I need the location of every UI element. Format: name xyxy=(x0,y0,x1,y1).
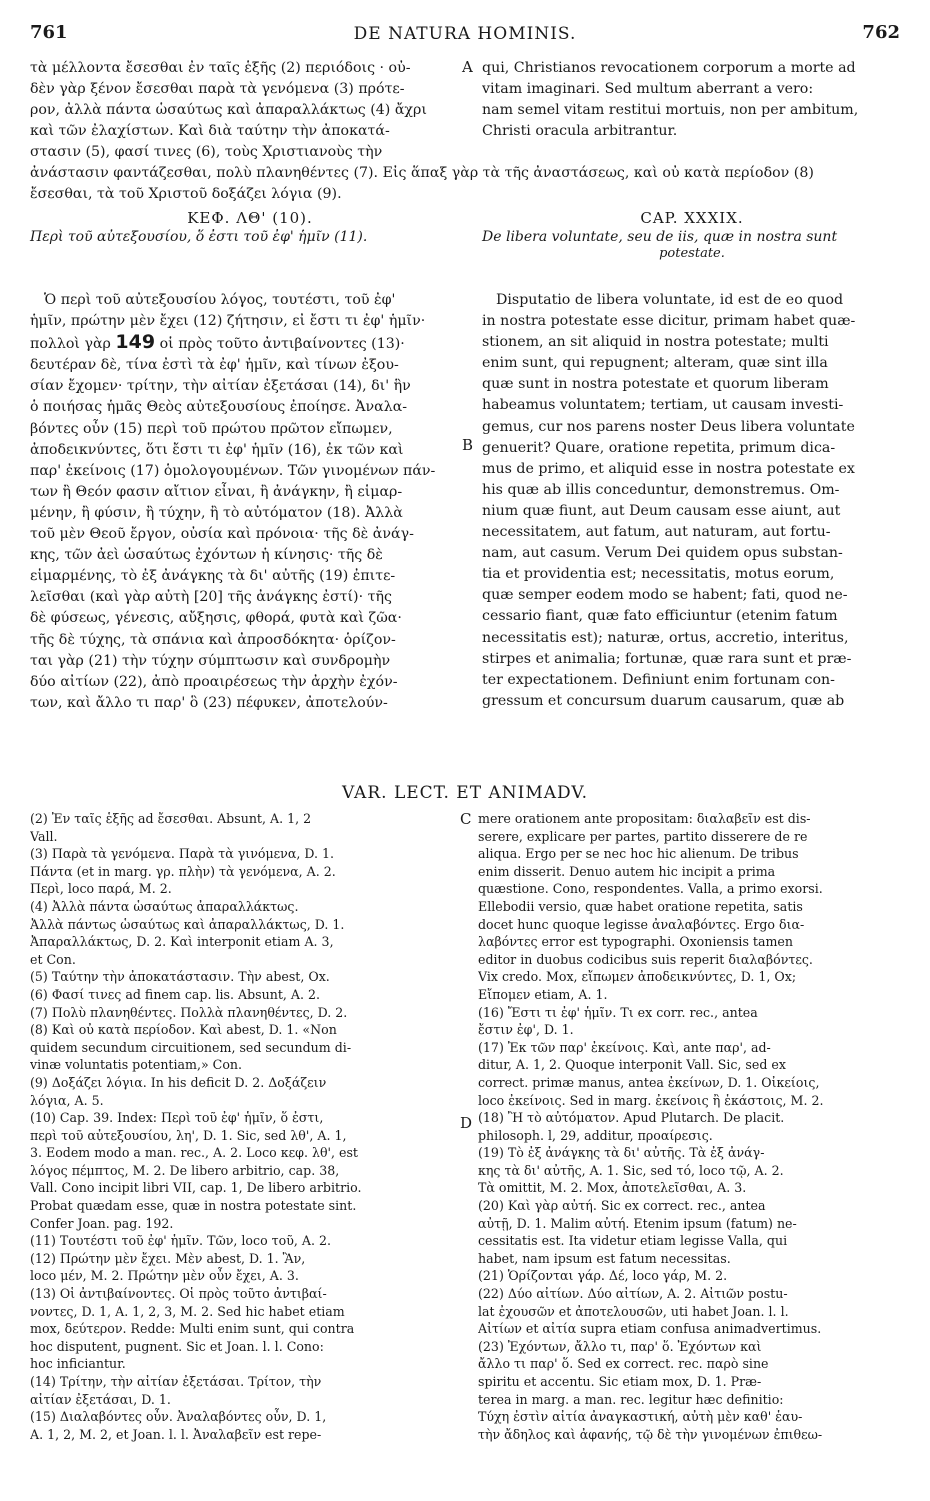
latin-line: Disputatio de libera voluntate, id est de eo quod xyxy=(496,292,844,308)
page-number-left: 761 xyxy=(30,22,68,43)
note-line: (19) Τὸ ἐξ ἀνάγκης τὰ δι' αὐτῆς. Τὰ ἐξ ἀνάγ- xyxy=(478,1145,765,1161)
greek-column-top xyxy=(30,58,460,163)
note-line: λόγος πέμπτος, M. 2. De libero arbitrio, cap. 38, xyxy=(30,1162,340,1178)
greek-line: κης, τῶν ἀεὶ ὡσαύτως ἐχόντων ἡ κίνησις· τῆς δὲ xyxy=(30,547,383,564)
note-line: Probat quædam esse, quæ in nostra potestate sint. xyxy=(30,1198,357,1214)
margin-letter-c: C xyxy=(460,810,472,828)
note-line: τὴν ἄδηλος καὶ ἀφανής, τῷ δὲ τὴν γινομένων ἐπιθεω- xyxy=(478,1426,823,1442)
note-line: Τὰ omittit, M. 2. Mox, ἀποτελεῖσθαι, A. 3. xyxy=(478,1180,747,1196)
note-line: (3) Παρὰ τὰ γενόμενα. Παρὰ τὰ γινόμενα, D. 1. xyxy=(30,846,335,862)
note-line: νοντες, D. 1, A. 1, 2, 3, M. 2. Sed hic habet etiam xyxy=(30,1303,345,1319)
note-line: 3. Eodem modo a man. rec., A. 2. Loco κεφ. λθ', est xyxy=(30,1145,358,1161)
greek-line: ρον, ἀλλὰ πάντα ὡσαύτως καὶ ἀπαραλλάκτως (4) ἄχρι xyxy=(30,102,427,119)
greek-line: ἀποδεικνύντες, ὅτι ἔστι τι ἐφ' ἡμῖν (16), ἐκ τῶν καὶ xyxy=(30,441,404,458)
note-line: (11) Τουτέστι τοῦ ἐφ' ἡμῖν. Τῶν, loco τοῦ, A. 2. xyxy=(30,1233,331,1249)
note-line: (23) Ἐχόντων, ἄλλο τι, παρ' ὅ. Ἐχόντων καὶ xyxy=(478,1338,762,1354)
note-line: (10) Cap. 39. Index: Περὶ τοῦ ἐφ' ἡμῖν, ὅ ἐστι, xyxy=(30,1110,324,1126)
latin-chapter-title: De libera voluntate, seu de iis, quæ in nostra sunt xyxy=(482,229,838,245)
latin-line: nium quæ fiunt, aut Deum causam esse aiunt, aut xyxy=(482,502,841,519)
note-line: Confer Joan. pag. 192. xyxy=(30,1215,174,1231)
latin-line: quæ semper eodem modo se habent; fati, quod ne- xyxy=(482,587,848,604)
latin-chapter-number: CAP. XXXIX. xyxy=(640,209,744,227)
note-line: spiritu et accentu. Sic etiam mox, D. 1. Præ- xyxy=(478,1374,762,1389)
note-line: αὐτῇ, D. 1. Malim αὐτή. Etenim ipsum (fatum) ne- xyxy=(478,1215,797,1231)
note-line: περὶ τοῦ αὐτεξουσίου, λη', D. 1. Sic, sed λθ', A. 1, xyxy=(30,1127,347,1143)
note-line: (18) Ἢ τὸ αὐτόματον. Apud Plutarch. De placit. xyxy=(478,1110,785,1126)
latin-line: tia et providentia est; necessitatis, motus eorum, xyxy=(482,566,835,583)
note-line: (12) Πρώτην μὲν ἔχει. Μὲν abest, D. 1. Ἂν, xyxy=(30,1250,306,1266)
note-line: hoc inficiantur. xyxy=(30,1356,126,1372)
greek-line: δὲν γὰρ ξένον ἔσεσθαι παρὰ τὰ γενόμενα (3) πρότε- xyxy=(30,81,405,98)
note-line: (14) Τρίτην, τὴν αἰτίαν ἐξετάσαι. Τρίτον, τὴν xyxy=(30,1374,322,1389)
note-line: (8) Καὶ οὐ κατὰ περίοδον. Καὶ abest, D. 1. «Non xyxy=(30,1022,337,1038)
note-line: Ἀπαραλλάκτως, D. 2. Καὶ interponit etiam A. 3, xyxy=(30,934,334,950)
latin-line: cessario fiant, quæ fato efficiuntur (etenim fatum xyxy=(482,608,838,625)
note-line: (16) Ἔστι τι ἐφ' ἡμῖν. Τι ex corr. rec., antea xyxy=(478,1004,758,1020)
latin-line: nam semel vitam restitui mortuis, non per ambitum, xyxy=(482,102,859,119)
latin-line: enim sunt, qui repugnent; alteram, quæ sint illa xyxy=(482,355,828,372)
note-line: (20) Καὶ γὰρ αὐτή. Sic ex correct. rec., antea xyxy=(478,1198,766,1214)
note-line: (21) Ὁρίζονται γάρ. Δέ, loco γάρ, M. 2. xyxy=(478,1268,728,1284)
note-line: quidem secundum circuitionem, sed secundum di- xyxy=(30,1039,352,1055)
latin-line: genuerit? Quare, oratione repetita, primum dica- xyxy=(482,439,836,456)
greek-line: μένην, ἢ φύσιν, ἢ τύχην, ἢ τὸ αὐτόματον (18). Ἀλλὰ xyxy=(30,504,403,521)
note-line: loco ἐκείνοις. Sed in marg. ἐκείνοις ἢ ἑκάστοις, M. 2. xyxy=(478,1092,824,1108)
note-line: loco μέν, M. 2. Πρώτην μὲν οὖν ἔχει, A. 3. xyxy=(30,1268,299,1284)
note-line: et Con. xyxy=(30,951,76,967)
note-line: Αἰτίων et αἰτία supra etiam confusa animadvertimus. xyxy=(478,1321,822,1337)
note-line: Vall. xyxy=(30,828,58,844)
note-line: αἰτίαν ἐξετάσαι, D. 1. xyxy=(30,1391,171,1407)
latin-line: mus de primo, et aliquid esse in nostra potestate ex xyxy=(482,460,855,477)
greek-line: παρ' ἐκείνοις (17) ὁμολογουμένων. Τῶν γινομένων πάν- xyxy=(30,462,436,479)
latin-column-main xyxy=(482,290,902,712)
running-header xyxy=(30,22,900,52)
note-line: (5) Ταύτην τὴν ἀποκατάστασιν. Τὴν abest, Ox. xyxy=(30,969,330,985)
greek-line: δευτέραν δὲ, τίνα ἐστὶ τὰ ἐφ' ἡμῖν, καὶ τίνων ἐξου- xyxy=(30,357,399,374)
note-line: correct. primæ manus, antea ἐκείνων, D. 1. Οἰκείοις, xyxy=(478,1074,820,1090)
margin-letter-a: A xyxy=(462,58,473,76)
latin-line: stionem, an sit aliquid in nostra potestate; multi xyxy=(482,334,829,351)
note-line: A. 1, 2, M. 2, et Joan. l. l. Ἀναλαβεῖν est repe- xyxy=(30,1426,322,1442)
latin-column-top xyxy=(482,58,902,142)
greek-text: οἱ πρὸς τοῦτο ἀντιβαίνοντες (13)· xyxy=(159,336,405,353)
latin-line: necessitatis est); naturæ, ortus, accretio, interitus, xyxy=(482,629,849,646)
greek-line: ἡμῖν, πρώτην μὲν ἔχει (12) ζήτησιν, εἰ ἔστι τι ἐφ' ἡμῖν· xyxy=(30,313,426,330)
note-line: (17) Ἐκ τῶν παρ' ἐκείνοις. Καὶ, ante παρ', ad- xyxy=(478,1039,771,1055)
note-line: lat ἐχουσῶν et ἀποτελουσῶν, uti habet Joan. l. l. xyxy=(478,1303,789,1319)
greek-chapter-number: ΚΕΦ. ΛΘ' (10). xyxy=(187,209,313,227)
latin-line: gressum et concursum duarum causarum, quæ ab xyxy=(482,692,845,709)
margin-letter-d: D xyxy=(460,1114,473,1132)
note-line: ditur, A. 1, 2. Quoque interponit Vall. Sic, sed ex xyxy=(478,1057,786,1073)
latin-line: Christi oracula arbitrantur. xyxy=(482,123,678,140)
note-line: λαβόντες error est typographi. Oxoniensis tamen xyxy=(478,934,793,950)
greek-text: πολλοὶ γὰρ xyxy=(30,336,111,353)
greek-line: Ὁ περὶ τοῦ αὐτεξουσίου λόγος, τουτέστι, τοῦ ἐφ' xyxy=(44,292,396,308)
greek-line: ται γὰρ (21) τὴν τύχην σύμπτωσιν καὶ συνδρομὴν xyxy=(30,652,391,669)
latin-line: stirpes et animalia; fortunæ, quæ rara sunt et præ- xyxy=(482,650,852,667)
note-line: Τύχη ἐστὶν αἰτία ἀναγκαστική, αὐτὴ μὲν καθ' ἑαυ- xyxy=(478,1409,803,1425)
greek-chapter-heading xyxy=(30,208,470,247)
note-line: Ellebodii versio, quæ habet oratione repetita, satis xyxy=(478,898,803,914)
note-line: Vix credo. Mox, εἴπωμεν ἀποδεικνύντες, D. 1, Ox; xyxy=(478,969,797,985)
greek-chapter-title: Περὶ τοῦ αὐτεξουσίου, ὅ ἐστι τοῦ ἐφ' ἡμῖν (11). xyxy=(30,229,368,245)
note-line: (7) Πολὺ πλανηθέντες. Πολλὰ πλανηθέντες, D. 2. xyxy=(30,1004,348,1020)
greek-line: βόντες οὖν (15) περὶ τοῦ πρώτου πρῶτον εἴπωμεν, xyxy=(30,420,393,437)
note-line: ἄλλο τι παρ' ὅ. Sed ex correct. rec. παρὸ sine xyxy=(478,1356,769,1372)
latin-line: vitam imaginari. Sed multum aberrant a vero: xyxy=(482,81,814,98)
note-line: vinæ voluntatis potentiam,» Con. xyxy=(30,1057,243,1073)
note-line: κης τὰ δι' αὐτῆς, A. 1. Sic, sed τό, loco τῷ, A. 2. xyxy=(478,1162,784,1178)
latin-line: his quæ ab illis conceduntur, demonstremus. Om- xyxy=(482,481,840,498)
latin-chapter-heading xyxy=(482,208,902,261)
greek-line: δὲ φύσεως, γένεσις, αὔξησις, φθορά, φυτὰ καὶ ζῶα· xyxy=(30,610,402,627)
latin-line: habeamus voluntatem; tertiam, ut causam investi- xyxy=(482,397,844,414)
running-title: DE NATURA HOMINIS. xyxy=(353,24,577,44)
greek-line: τοῦ μὲν Θεοῦ ἔργον, οὐσία καὶ πρόνοια· τῆς δὲ ἀνάγ- xyxy=(30,526,414,543)
greek-line: τῆς δὲ τύχης, τὰ σπάνια καὶ ἀπροσδόκητα· ὁρίζον- xyxy=(30,631,396,648)
note-line: serere, explicare per partes, partito disserere de re xyxy=(478,828,808,844)
latin-line: qui, Christianos revocationem corporum a morte ad xyxy=(482,60,856,76)
notes-column-left xyxy=(30,810,455,1443)
note-line: (13) Οἱ ἀντιβαίνοντες. Οἱ πρὸς τοῦτο ἀντιβαί- xyxy=(30,1286,327,1302)
notes-column-right xyxy=(478,810,902,1443)
greek-line: ἔσεσθαι, τὰ τοῦ Χριστοῦ δοξάζει λόγια (9). xyxy=(30,186,342,203)
greek-line: καὶ τῶν ἐλαχίστων. Καὶ διὰ ταύτην τὴν ἀποκατά- xyxy=(30,123,390,140)
note-line: docet hunc quoque legisse ἀναλαβόντες. Ergo δια- xyxy=(478,916,805,932)
note-line: Πάντα (et in marg. γρ. πλὴν) τὰ γενόμενα, A. 2. xyxy=(30,863,336,879)
note-line: terea in marg. a man. rec. legitur hæc definitio: xyxy=(478,1391,784,1407)
note-line: ἔστιν ἐφ', D. 1. xyxy=(478,1022,574,1038)
greek-line: στασιν (5), φασί τινες (6), τοὺς Χριστιανοὺς τὴν xyxy=(30,144,383,161)
latin-line: in nostra potestate esse dicitur, primam habet quæ- xyxy=(482,313,856,330)
note-line: mox, δεύτερον. Redde: Multi enim sunt, qui contra xyxy=(30,1321,355,1337)
greek-fullwidth-lines xyxy=(30,163,902,205)
note-line: Περὶ, loco παρά, M. 2. xyxy=(30,881,172,897)
greek-line: σίαν ἔχομεν· τρίτην, τὴν αἰτίαν ἐξετάσαι (14), δι' ἣν xyxy=(30,378,411,395)
note-line: (6) Φασί τινες ad finem cap. lis. Absunt, A. 2. xyxy=(30,986,321,1002)
variant-readings-title: VAR. LECT. ET ANIMADV. xyxy=(341,783,589,803)
note-line: (22) Δύο αἰτίων. Δύο αἰτίων, A. 2. Αἰτιῶν postu- xyxy=(478,1286,788,1302)
note-line: mere orationem ante propositam: διαλαβεῖν est dis- xyxy=(478,811,811,826)
note-line: (4) Ἀλλὰ πάντα ὡσαύτως ἀπαραλλάκτως. xyxy=(30,898,299,914)
greek-line: εἱμαρμένης, τὸ ἐξ ἀνάγκης τὰ δι' αὐτῆς (19) ἐπιτε- xyxy=(30,568,396,585)
greek-line: ὁ ποιήσας ἡμᾶς Θεὸς αὐτεξουσίους ἐποίησε. Ἀναλα- xyxy=(30,399,408,416)
greek-column-main xyxy=(30,290,470,714)
note-line: Ἀλλὰ πάντως ὡσαύτως καὶ ἀπαραλλάκτως, D. 1. xyxy=(30,916,345,932)
note-line: aliqua. Ergo per se nec hoc hic alienum. De tribus xyxy=(478,846,799,862)
note-line: (2) Ἐν ταῖς ἑξῆς ad ἔσεσθαι. Absunt, A. 1, 2 xyxy=(30,811,312,826)
note-line: cessitatis est. Ita videtur etiam legisse Valla, qui xyxy=(478,1233,788,1249)
note-line: philosoph. l, 29, additur, προαίρεσις. xyxy=(478,1127,713,1143)
latin-chapter-title-cont: potestate. xyxy=(659,246,725,261)
inline-page-number: 149 xyxy=(115,332,156,354)
note-line: enim disserit. Denuo autem hic incipit a prima xyxy=(478,863,776,879)
latin-line: gemus, cur nos parens noster Deus libera voluntate xyxy=(482,418,855,435)
latin-line: quæ sunt in nostra potestate et quorum liberam xyxy=(482,376,829,393)
latin-line: nam, aut casum. Verum Dei quidem opus substan- xyxy=(482,545,843,562)
latin-line: necessitatem, aut fatum, aut naturam, aut fortu- xyxy=(482,524,831,541)
note-line: Εἴπομεν etiam, A. 1. xyxy=(478,986,608,1002)
greek-line: των, καὶ ἄλλο τι παρ' ὃ (23) πέφυκεν, ἀποτελούν- xyxy=(30,694,388,711)
greek-line: δύο αἰτίων (22), ἀπὸ προαιρέσεως τὴν ἀρχὴν ἐχόν- xyxy=(30,673,398,690)
note-line: hoc disputent, pugnent. Sic et Joan. l. l. Cono: xyxy=(30,1338,324,1354)
page-number-right: 762 xyxy=(862,22,900,43)
greek-line: λεῖσθαι (καὶ γὰρ αὐτὴ [20] τῆς ἀνάγκης ἐστί)· τῆς xyxy=(30,589,392,606)
greek-line: των ἢ Θεόν φασιν αἴτιον εἶναι, ἢ ἀνάγκην, ἢ εἱμαρ- xyxy=(30,483,403,500)
note-line: habet, nam ipsum est fatum necessitas. xyxy=(478,1250,731,1266)
margin-letter-b: B xyxy=(462,436,474,454)
note-line: (9) Δοξάζει λόγια. In his deficit D. 2. Δοξάζειν xyxy=(30,1074,327,1090)
greek-line: ἀνάστασιν φαντάζεσθαι, πολὺ πλανηθέντες (7). Εἰς ἅπαξ γὰρ τὰ τῆς ἀναστάσεως, καὶ οὐ κατὰ περίοδον (8) xyxy=(30,165,814,181)
note-line: λόγια, A. 5. xyxy=(30,1092,104,1108)
note-line: (15) Διαλαβόντες οὖν. Ἀναλαβόντες οὖν, D. 1, xyxy=(30,1409,327,1425)
note-line: quæstione. Cono, respondentes. Valla, a primo exorsi. xyxy=(478,881,823,897)
note-line: Vall. Cono incipit libri VII, cap. 1, De libero arbitrio. xyxy=(30,1180,362,1196)
latin-line: ter expectationem. Definiunt enim fortunam con- xyxy=(482,671,835,688)
greek-line-with-page-number xyxy=(30,332,470,355)
greek-line: τὰ μέλλοντα ἔσεσθαι ἐν ταῖς ἑξῆς (2) περιόδοις · οὐ- xyxy=(30,60,411,76)
note-line: editor in duobus codicibus suis reperit διαλαβόντες. xyxy=(478,951,813,967)
